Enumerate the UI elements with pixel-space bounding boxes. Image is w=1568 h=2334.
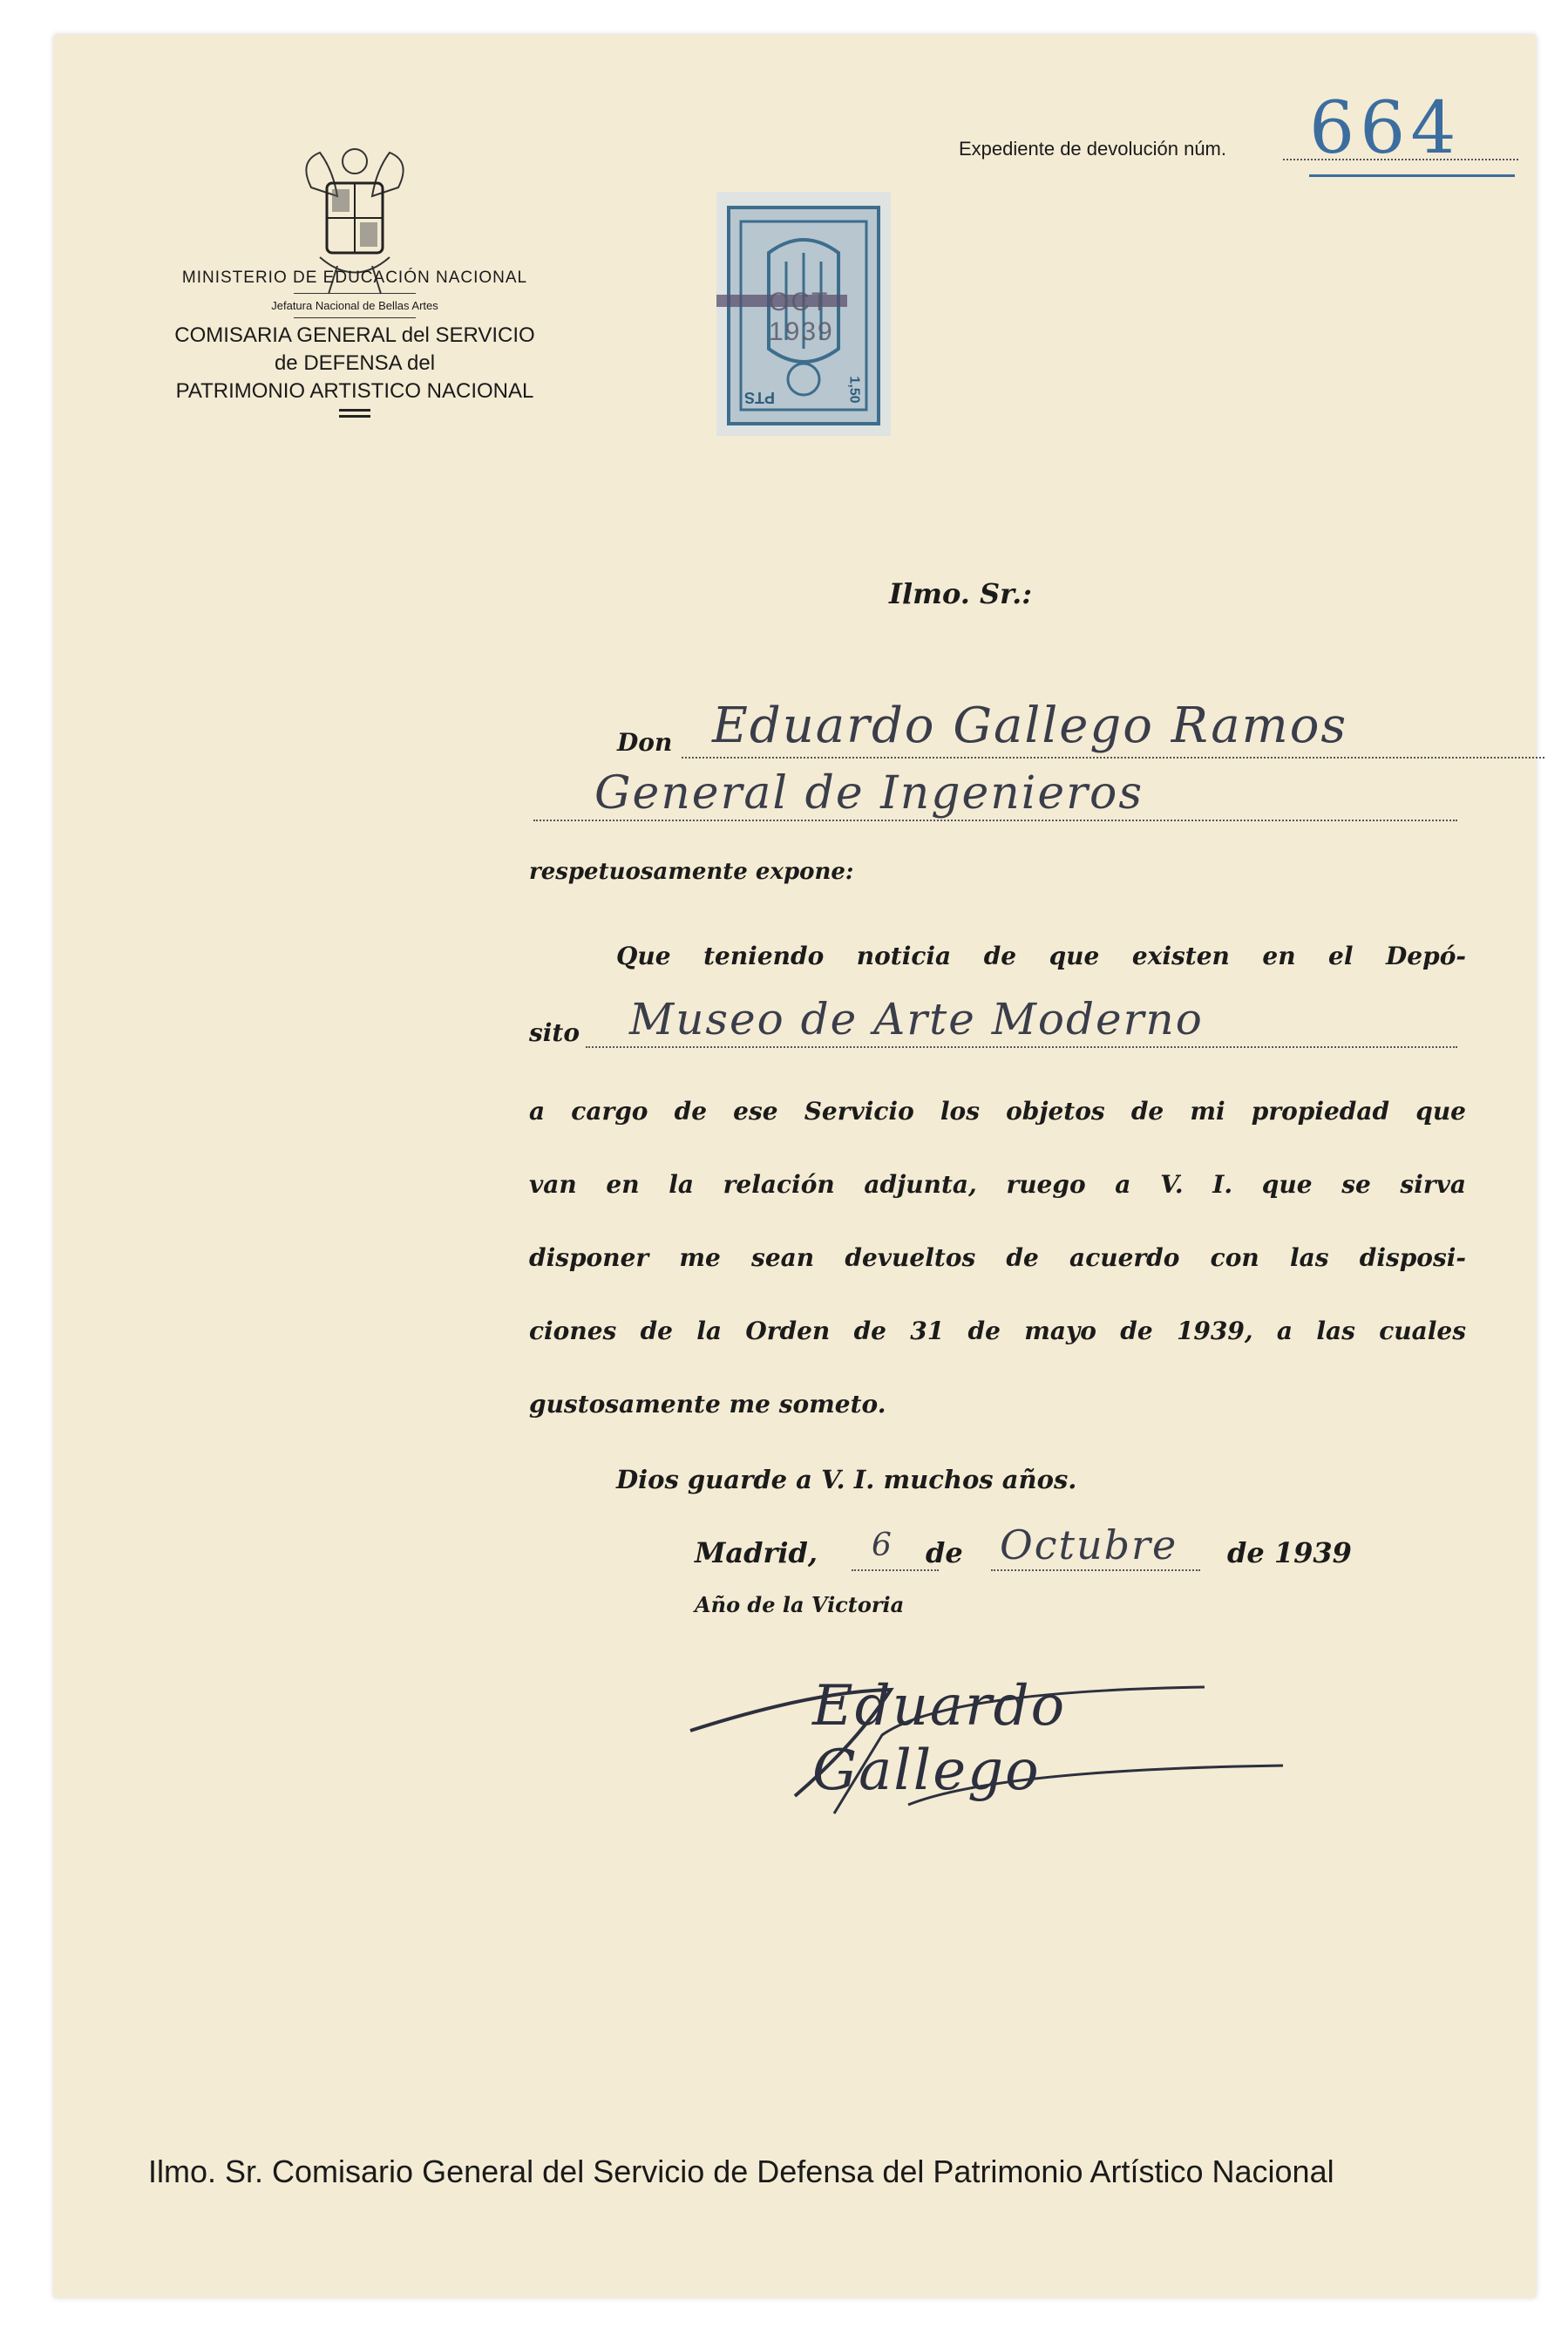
date-de: de (926, 1536, 963, 1569)
year-label: Año de la Victoria (695, 1592, 905, 1617)
letterhead (141, 269, 568, 418)
salutation: Ilmo. Sr.: (889, 577, 1033, 610)
date-month: Octubre (1000, 1521, 1178, 1568)
footer-addressee: Ilmo. Sr. Comisario General del Servicio de Defensa del Patrimonio Artístico Nacional (148, 2154, 1334, 2189)
expediente-number: 664 (1309, 87, 1462, 170)
don-label: Don (617, 728, 673, 757)
revenue-stamp (716, 192, 891, 436)
signature-text: Eduardo Gallego (812, 1674, 1067, 1803)
jefatura-name: Jefatura Nacional de Bellas Artes (271, 299, 438, 312)
postmark-date: OCT 1939 (769, 288, 834, 346)
date-year: de 1939 (1227, 1536, 1352, 1569)
signature (682, 1639, 1309, 1822)
divider (294, 293, 416, 294)
expone-text: respetuosamente expone: (529, 859, 854, 885)
stamp-value: 1,50 (846, 376, 862, 404)
paragraph-line: van en la relación adjunta, ruego a V. I. que se sirva (529, 1170, 1466, 1199)
paragraph-line: gustosamente me someto. (529, 1390, 886, 1419)
stamp-unit: PTS (744, 389, 776, 406)
dotted-line (533, 820, 1457, 821)
paragraph-line: disponer me sean devueltos de acuerdo con las disposi- (529, 1243, 1466, 1272)
comisaria-line-1: COMISARIA GENERAL del SERVICIO (174, 323, 535, 347)
comisaria-line-2: de DEFENSA del (274, 351, 436, 375)
double-rule (339, 409, 370, 418)
dotted-line (991, 1569, 1200, 1571)
closing: Dios guarde a V. I. muchos años. (616, 1465, 1077, 1494)
date-day: 6 (872, 1528, 893, 1563)
dotted-line (852, 1569, 939, 1571)
applicant-title: General de Ingenieros (594, 767, 1144, 820)
ministry-name: MINISTERIO DE EDUCACIÓN NACIONAL (181, 269, 528, 287)
document-page (54, 35, 1536, 2297)
deposit-location: Museo de Arte Moderno (629, 994, 1204, 1045)
applicant-name: Eduardo Gallego Ramos (712, 697, 1348, 754)
paragraph-line: ciones de la Orden de 31 de mayo de 1939, a las cuales (529, 1317, 1466, 1345)
comisaria-line-3: PATRIMONIO ARTISTICO NACIONAL (175, 379, 534, 403)
expediente-label: Expediente de devolución núm. (959, 138, 1226, 160)
paragraph-line: a cargo de ese Servicio los objetos de mi propiedad que (529, 1097, 1466, 1126)
sito-label: sito (529, 1018, 580, 1047)
divider (294, 317, 416, 318)
underline-stroke (1309, 174, 1515, 177)
place: Madrid, (695, 1536, 818, 1569)
paragraph-line: Que teniendo noticia de que existen en el Depó- (616, 942, 1466, 970)
dotted-line (682, 757, 1544, 759)
dotted-line (586, 1046, 1457, 1048)
